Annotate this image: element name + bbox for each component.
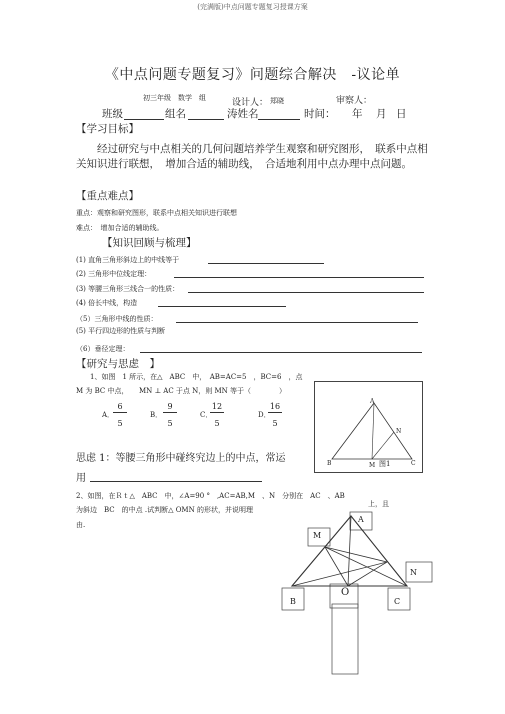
question-1-line-1: 1、如图 1 所示，在△ ABC 中， AB=AC=5 ，BC=6 ，点 [90,373,303,381]
fig1-label-n: N [396,428,402,435]
option-b-denominator: 5 [167,419,173,428]
fig2-label-c: C [394,597,401,606]
key-heading: 【重点难点】 [76,190,139,202]
document-header: (完满版)中点问题专题复习授课方案 [197,3,308,11]
figure-1-caption: 图1 [379,460,391,468]
fig1-label-b: B [327,460,332,467]
question-2-line-3: 由. [76,521,86,529]
review-item-3: (3) 等腰三角形三线合一的性质： [76,285,180,293]
review-item-6: (5) 平行四边形的性质与判断 [76,327,166,335]
grade-label: 初三年级 数学 组 [143,94,206,102]
time-label: 时间： [304,108,336,120]
name-blank[interactable] [258,119,300,120]
review-blank-3[interactable] [188,292,424,293]
option-c-denominator: 5 [214,419,220,428]
month-label: 月 [376,108,387,120]
review-item-2: (2) 三角形中位线定理： [76,270,152,278]
figure-2-diagram [270,500,470,700]
question-2-line-2: 为斜边 BC 的中点 .试判断△ OMN 的形状，并说明理 [76,506,253,514]
fig1-label-m: M [369,462,376,469]
designer-name: 郑晓 [270,97,284,105]
worksheet-title: 《中点问题专题复习》问题综合解决 -议论单 [104,67,401,83]
day-label: 日 [396,108,407,120]
question-1-line-2: M 为 BC 中点， MN ⊥ AC 于点 N，则 MN 等于（ ） [76,387,287,395]
fig2-label-a: A [358,515,364,524]
review-item-5: （5）三角形中线的性质： [76,315,158,323]
goal-heading: 【学习目标】 [76,123,139,135]
thought-1-blank[interactable] [90,481,262,482]
name-label: 涛姓名 [227,108,259,120]
option-d-fraction[interactable] [268,402,282,428]
option-d-denominator: 5 [272,419,278,428]
option-d-label[interactable]: D． [258,411,271,419]
option-d-numerator: 16 [269,402,281,411]
goal-text: 经过研究与中点相关的几何问题培养学生观察和研究图形， 联系中点相关知识进行联想， 增加合适的辅助线， 合适地利用中点办理中点问题。 [76,143,428,170]
option-a-denominator: 5 [117,419,123,428]
option-a-fraction[interactable] [113,402,127,428]
question-2-line-1: 2、如图，在Ｒｔ△ ABC 中，∠A=90 ° ,AC=AB,M 、N 分别在 AC 、AB [76,492,345,500]
group-label: 组名 [165,108,186,120]
fig2-label-m: M [313,531,322,540]
option-b-numerator: 9 [167,402,173,411]
review-item-1: (1) 直角三角形斜边上的中线等于 [76,256,180,264]
designer-label: 设计人： [232,98,269,108]
option-c-numerator: 12 [211,402,223,411]
option-b-fraction[interactable] [163,402,177,428]
review-item-4: (4) 倍长中线，构造 [76,299,138,307]
option-c-fraction[interactable] [210,402,224,428]
option-b-label[interactable]: B． [150,411,163,419]
review-blank-1[interactable] [208,263,324,264]
review-blank-5[interactable] [176,322,418,323]
research-heading: 【研究与思虑 】 [76,358,160,370]
review-blank-2[interactable] [174,277,424,278]
group-blank[interactable] [188,119,224,120]
reviewer-label: 审察人： [336,96,373,106]
class-label: 班级 [102,108,123,120]
review-blank-4[interactable] [158,306,286,307]
fig2-label-o: O [341,587,350,598]
class-blank[interactable] [124,119,164,120]
fig1-label-c: C [411,460,416,467]
option-c-label[interactable]: C． [200,411,213,419]
key-difficulty: 难点： 增加合适的辅助线。 [76,224,164,232]
year-label: 年 [352,108,363,120]
fig1-label-a: A [370,398,375,405]
figure-1-diagram [314,381,421,471]
question-2-tail: 上，且 [368,500,389,508]
option-a-numerator: 6 [117,402,123,411]
review-heading: 【知识回顾与梳理】 [102,237,197,249]
thought-1-line-1: 思虑 1：等腰三角形中碰终究边上的中点，常运 [76,453,286,464]
fig2-label-n: N [410,568,417,577]
thought-1-line-2: 用 [76,473,86,484]
review-blank-7[interactable] [140,352,422,353]
option-a-label[interactable]: A． [102,411,115,419]
review-item-7: （6）垂径定理： [76,345,130,353]
key-focus: 重点：观察和研究图形，联系中点相关知识进行联想 [76,209,237,217]
fig2-label-b: B [290,597,296,606]
